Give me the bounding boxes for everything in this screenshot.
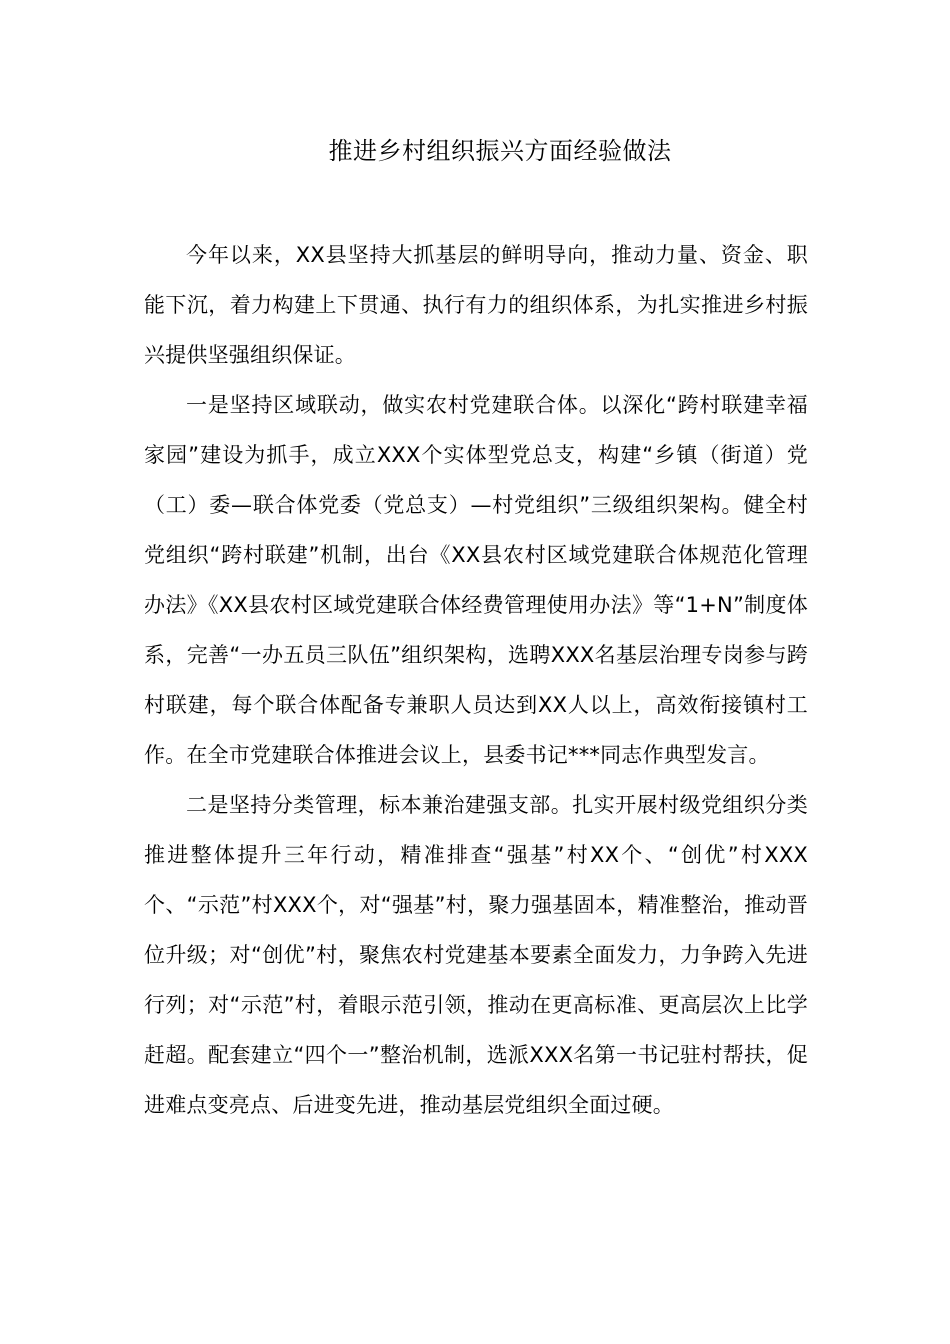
intro-paragraph: 今年以来，XX县坚持大抓基层的鲜明导向，推动力量、资金、职能下沉，着力构建上下贯通、执行有力的组织体系，为扎实推进乡村振兴提供坚强组织保证。 — [144, 243, 808, 367]
section-one-paragraph: 一是坚持区域联动，做实农村党建联合体。以深化“跨村联建幸福家园”建设为抓手，成立XXX个实体型党总支，构建“乡镇（街道）党（工）委—联合体党委（党总支）—村党组织”三级组织架构。健全村党组织“跨村联建”机制，出台《XX县农村区域党建联合体规范化管理办法》《XX县农村区域党建联合体经费管理使用办法》等“1+N”制度体系，完善“一办五员三队伍”组织架构，选聘XXX名基层治理专岗参与跨村联建，每个联合体配备专兼职人员达到XX人以上，高效衔接镇村工作。在全市党建联合体推进会议上，县委书记***同志作典型发言。 — [144, 393, 808, 767]
section-two-paragraph: 二是坚持分类管理，标本兼治建强支部。扎实开展村级党组织分类推进整体提升三年行动，精准排查“强基”村XX个、“创优”村XXX个、“示范”村XXX个，对“强基”村，聚力强基固本，精准整治，推动晋位升级；对“创优”村，聚焦农村党建基本要素全面发力，力争跨入先进行列；对“示范”村，着眼示范引领，推动在更高标准、更高层次上比学赶超。配套建立“四个一”整治机制，选派XXX名第一书记驻村帮扶，促进难点变亮点、后进变先进，推动基层党组织全面过硬。 — [144, 793, 808, 1117]
document-body — [144, 230, 808, 1130]
document-title: 推进乡村组织振兴方面经验做法 — [328, 137, 672, 165]
